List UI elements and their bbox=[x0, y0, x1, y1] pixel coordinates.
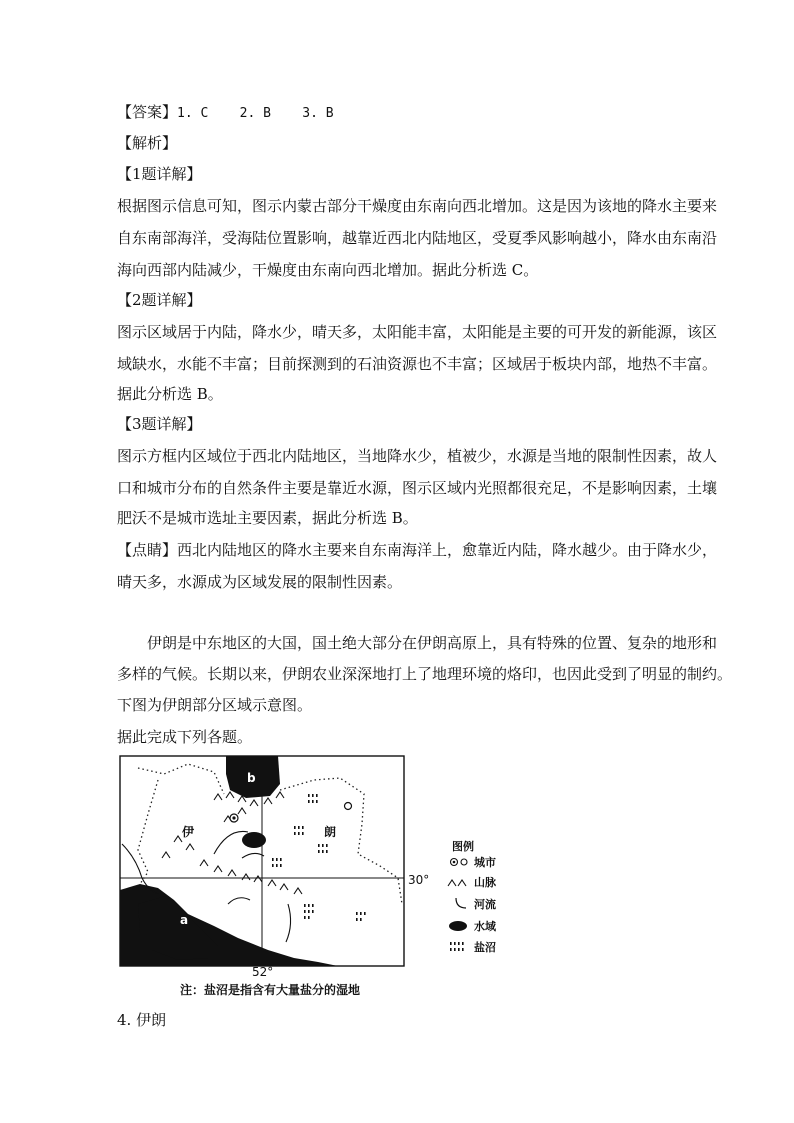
q2-line: 据此分析选 B。 bbox=[117, 385, 223, 403]
answer-text: 1. C 2. B 3. B bbox=[177, 106, 334, 121]
intro-line: 伊朗是中东地区的大国，国土绝大部分在伊朗高原上，具有特殊的位置、复杂的地形和 bbox=[147, 634, 718, 652]
legend-river: 河流 bbox=[474, 898, 496, 911]
q1-line: 海向西部内陆减少，干燥度由东南向西北增加。据此分析选 C。 bbox=[117, 261, 539, 279]
legend-mountain: 山脉 bbox=[474, 876, 496, 889]
q1-line: 根据图示信息可知，图示内蒙古部分干燥度由东南向西北增加。这是因为该地的降水主要来 bbox=[117, 197, 718, 215]
q3-line: 口和城市分布的自然条件主要是靠近水源，图示区域内光照都很充足，不是影响因素，土壤 bbox=[117, 479, 718, 497]
tip-label: 【点睛】 bbox=[117, 541, 178, 559]
answer-line bbox=[117, 102, 334, 124]
intro-line: 下图为伊朗部分区域示意图。 bbox=[117, 696, 313, 714]
label-lang: 朗 bbox=[324, 825, 337, 839]
longitude-label: 52° bbox=[252, 965, 274, 979]
legend-mountain-icon bbox=[448, 880, 466, 886]
q2-line: 图示区域居于内陆，降水少，晴天多，太阳能丰富，太阳能是主要的可开发的新能源，该区 bbox=[117, 323, 718, 341]
legend-city-icon bbox=[451, 859, 468, 866]
map-legend bbox=[448, 839, 497, 954]
legend-water: 水域 bbox=[474, 920, 496, 933]
map-note: 注：盐沼是指含有大量盐分的湿地 bbox=[180, 983, 361, 997]
legend-marsh: 盐沼 bbox=[474, 941, 496, 954]
intro-line: 据此完成下列各题。 bbox=[117, 728, 253, 746]
q2-heading: 【2题详解】 bbox=[117, 291, 202, 309]
legend-city: 城市 bbox=[474, 856, 496, 869]
iran-region-map bbox=[118, 754, 530, 999]
question-4: 4. 伊朗 bbox=[117, 1011, 167, 1029]
tip-line: 晴天多，水源成为区域发展的限制性因素。 bbox=[117, 573, 403, 591]
q3-line: 图示方框内区域位于西北内陆地区，当地降水少，植被少，水源是当地的限制性因素，故人 bbox=[117, 447, 718, 465]
q1-line: 自东南部海洋，受海陆位置影响，越靠近西北内陆地区，受夏季风影响越小，降水由东南沿 bbox=[117, 229, 718, 247]
analysis-label: 【解析】 bbox=[117, 134, 178, 152]
lake bbox=[242, 832, 266, 848]
q1-heading: 【1题详解】 bbox=[117, 165, 202, 183]
q2-line: 域缺水，水能不丰富；目前探测到的石油资源也不丰富；区域居于板块内部，地热不丰富。 bbox=[117, 355, 718, 373]
legend-title: 图例 bbox=[452, 840, 474, 853]
label-yi: 伊 bbox=[182, 825, 195, 839]
tip-line bbox=[117, 540, 717, 560]
tip-text: 西北内陆地区的降水主要来自东南海洋上，愈靠近内陆，降水越少。由于降水少， bbox=[177, 541, 718, 559]
q3-line: 肥沃不是城市选址主要因素，据此分析选 B。 bbox=[117, 509, 418, 527]
legend-water-icon bbox=[449, 921, 467, 931]
latitude-label: 30° bbox=[408, 873, 430, 887]
map-svg bbox=[118, 754, 530, 999]
q3-heading: 【3题详解】 bbox=[117, 415, 202, 433]
legend-marsh-icon bbox=[450, 942, 464, 951]
answer-label: 【答案】 bbox=[117, 103, 178, 121]
label-a: a bbox=[180, 913, 189, 927]
label-b: b bbox=[247, 771, 256, 785]
intro-line: 多样的气候。长期以来，伊朗农业深深地打上了地理环境的烙印，也因此受到了明显的制约。 bbox=[117, 665, 733, 683]
legend-river-icon bbox=[456, 898, 466, 908]
